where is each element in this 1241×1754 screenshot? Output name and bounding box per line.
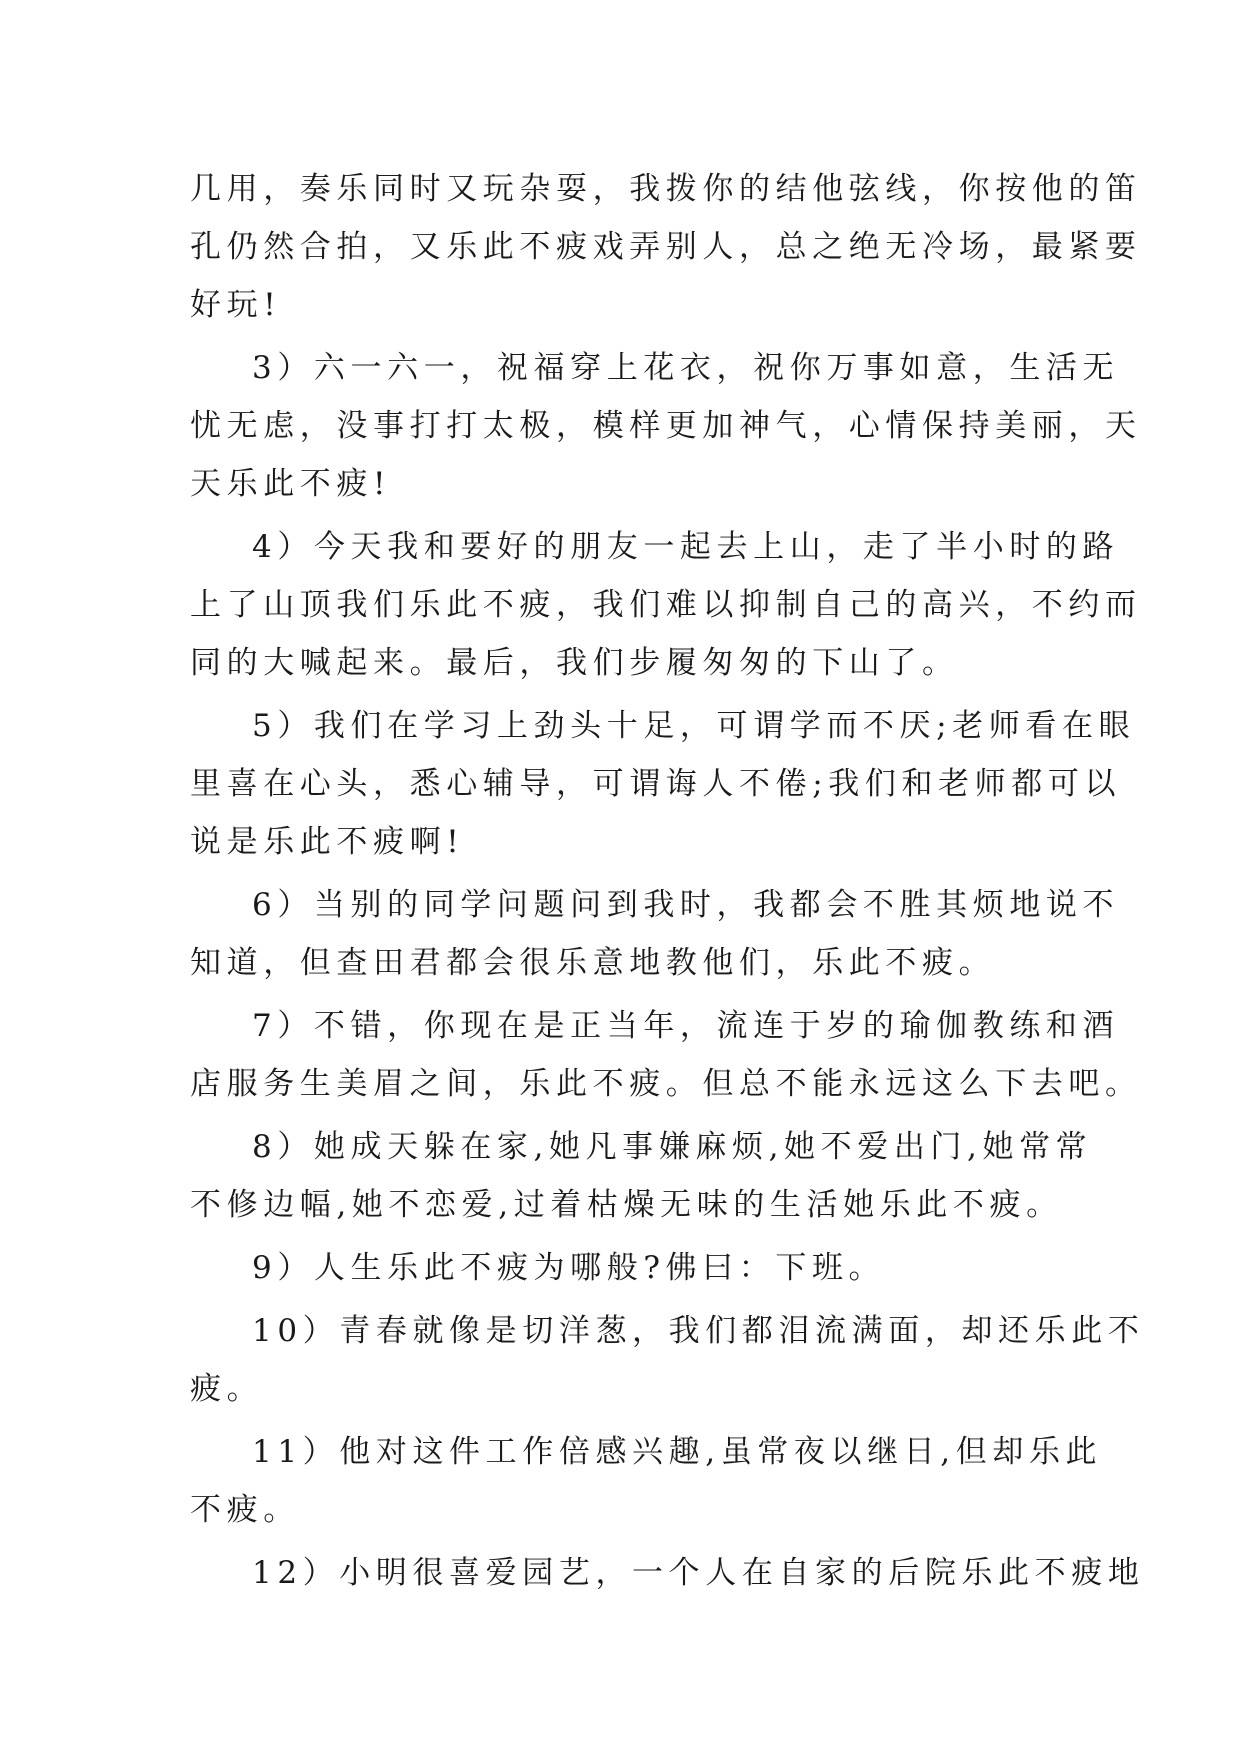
text-line: 好玩! (190, 287, 282, 323)
text-line: 10）青春就像是切洋葱，我们都泪流满面，却还乐此不 (252, 1313, 1145, 1349)
text-line: 不修边幅,她不恋爱,过着枯燥无味的生活她乐此不疲。 (190, 1187, 1063, 1223)
text-line: 8）她成天躲在家,她凡事嫌麻烦,她不爱出门,她常常 (252, 1129, 1093, 1165)
text-line: 5）我们在学习上劲头十足，可谓学而不厌;老师看在眼 (252, 708, 1136, 744)
text-line: 几用，奏乐同时又玩杂耍，我拨你的结他弦线，你按他的笛 (190, 171, 1142, 207)
text-line: 6）当别的同学问题问到我时，我都会不胜其烦地说不 (252, 887, 1120, 923)
text-line: 疲。 (190, 1371, 264, 1407)
text-line: 知道，但查田君都会很乐意地教他们，乐此不疲。 (190, 945, 996, 981)
text-line: 7）不错，你现在是正当年，流连于岁的瑜伽教练和酒 (252, 1008, 1120, 1044)
text-line: 店服务生美眉之间，乐此不疲。但总不能永远这么下去吧。 (190, 1066, 1142, 1102)
text-line: 9）人生乐此不疲为哪般?佛曰：下班。 (252, 1250, 886, 1286)
text-line: 忧无虑，没事打打太极，模样更加神气，心情保持美丽，天 (190, 408, 1142, 444)
text-line: 说是乐此不疲啊! (190, 824, 465, 860)
document-body (190, 160, 1145, 1602)
text-line: 不疲。 (190, 1492, 300, 1528)
text-line: 天乐此不疲! (190, 466, 392, 502)
text-line: 4）今天我和要好的朋友一起去上山，走了半小时的路 (252, 529, 1120, 565)
text-line: 12）小明很喜爱园艺，一个人在自家的后院乐此不疲地 (252, 1555, 1145, 1591)
text-line: 同的大喊起来。最后，我们步履匆匆的下山了。 (190, 645, 959, 681)
text-line: 孔仍然合拍，又乐此不疲戏弄别人，总之绝无冷场，最紧要 (190, 229, 1142, 265)
text-line: 11）他对这件工作倍感兴趣,虽常夜以继日,但却乐此 (252, 1434, 1103, 1470)
text-line: 里喜在心头，悉心辅导，可谓诲人不倦;我们和老师都可以 (190, 766, 1122, 802)
text-line: 3）六一六一，祝福穿上花衣，祝你万事如意，生活无 (252, 350, 1120, 386)
text-line: 上了山顶我们乐此不疲，我们难以抑制自己的高兴，不约而 (190, 587, 1142, 623)
